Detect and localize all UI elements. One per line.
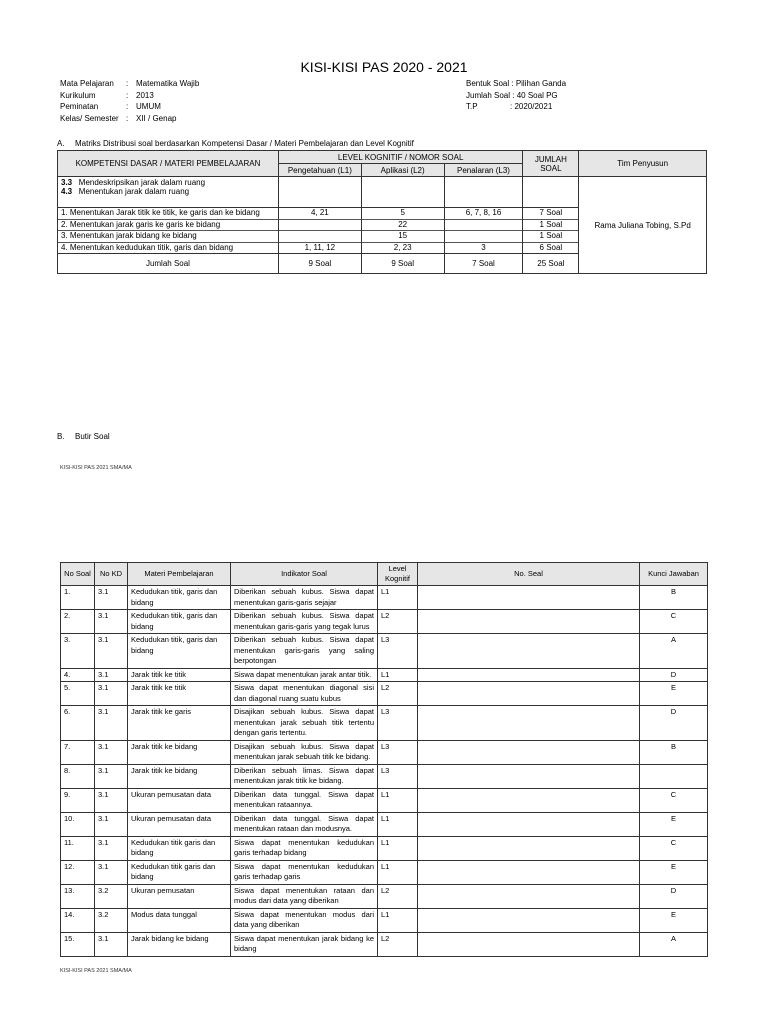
cell-level: L3 bbox=[378, 706, 418, 741]
cell-kunci: D bbox=[640, 668, 708, 682]
cell-no-soal: 2. bbox=[61, 610, 95, 634]
cell-no-kd: 3.1 bbox=[95, 740, 128, 764]
cell-level: L1 bbox=[378, 788, 418, 812]
cell-level: L1 bbox=[378, 668, 418, 682]
cell-kunci: C bbox=[640, 610, 708, 634]
cell-no-soal: 5. bbox=[61, 682, 95, 706]
cell-kunci bbox=[640, 764, 708, 788]
tim-penyusun: Rama Juliana Tobing, S.Pd bbox=[579, 177, 707, 274]
butir-soal-table bbox=[60, 562, 708, 957]
table-row bbox=[61, 764, 708, 788]
header-l2: Aplikasi (L2) bbox=[361, 164, 444, 177]
col-no-seal: No. Seal bbox=[418, 563, 640, 586]
cell-level: L3 bbox=[378, 740, 418, 764]
cell-no-seal bbox=[418, 932, 640, 956]
table-row bbox=[61, 836, 708, 860]
total-jumlah: 25 Soal bbox=[523, 254, 579, 274]
table-row bbox=[61, 884, 708, 908]
header-jumlah: JUMLAH SOAL bbox=[523, 151, 579, 177]
cell-kunci: E bbox=[640, 908, 708, 932]
l2-values: 5 22 15 2, 23 bbox=[361, 208, 444, 254]
cell-materi: Kedudukan titik, garis dan bidang bbox=[128, 610, 231, 634]
cell-no-seal bbox=[418, 610, 640, 634]
cell-level: L3 bbox=[378, 764, 418, 788]
header-kd: KOMPETENSI DASAR / MATERI PEMBELAJARAN bbox=[58, 151, 279, 177]
materi-item: 1. Menentukan Jarak titik ke titik, ke garis dan ke bidang bbox=[58, 208, 278, 220]
cell-kunci: B bbox=[640, 586, 708, 610]
total-label: Jumlah Soal bbox=[58, 254, 279, 274]
cell-materi: Jarak titik ke bidang bbox=[128, 740, 231, 764]
cell-no-soal: 8. bbox=[61, 764, 95, 788]
col-level: Level Kognitif bbox=[378, 563, 418, 586]
table-row bbox=[61, 586, 708, 610]
cell-no-soal: 4. bbox=[61, 668, 95, 682]
cell-materi: Jarak titik ke titik bbox=[128, 668, 231, 682]
cell-materi: Jarak bidang ke bidang bbox=[128, 932, 231, 956]
table-row bbox=[61, 740, 708, 764]
cell-indikator: Diberikan sebuah kubus. Siswa dapat menentukan garis-garis yang tegak lurus bbox=[231, 610, 378, 634]
cell-level: L1 bbox=[378, 860, 418, 884]
cell-no-soal: 10. bbox=[61, 812, 95, 836]
page-title: KISI-KISI PAS 2020 - 2021 bbox=[300, 59, 468, 75]
cell-no-seal bbox=[418, 908, 640, 932]
cell-no-kd: 3.2 bbox=[95, 884, 128, 908]
cell-kunci: D bbox=[640, 706, 708, 741]
header-l1: Pengetahuan (L1) bbox=[278, 164, 361, 177]
cell-no-seal bbox=[418, 668, 640, 682]
l3-values: 6, 7, 8, 16 3 bbox=[444, 208, 523, 254]
cell-level: L1 bbox=[378, 812, 418, 836]
cell-materi: Kedudukan titik, garis dan bidang bbox=[128, 634, 231, 669]
cell-kunci: C bbox=[640, 788, 708, 812]
table-row bbox=[61, 932, 708, 956]
materi-item: 3. Menentukan jarak bidang ke bidang bbox=[58, 231, 278, 243]
cell-indikator: Diberikan sebuah limas. Siswa dapat menentukan jarak titik ke bidang. bbox=[231, 764, 378, 788]
cell-kunci: B bbox=[640, 740, 708, 764]
cell-indikator: Siswa dapat menentukan kedudukan garis terhadap garis bbox=[231, 860, 378, 884]
footer-text: KISI-KISI PAS 2021 SMA/MA bbox=[60, 968, 132, 974]
col-materi: Materi Pembelajaran bbox=[128, 563, 231, 586]
col-no-soal: No Soal bbox=[61, 563, 95, 586]
cell-level: L1 bbox=[378, 586, 418, 610]
cell-indikator: Siswa dapat menentukan kedudukan garis terhadap bidang bbox=[231, 836, 378, 860]
meta-row: Mata Pelajaran : Matematika Wajib bbox=[60, 79, 200, 88]
cell-level: L2 bbox=[378, 682, 418, 706]
cell-indikator: Diberikan sebuah kubus. Siswa dapat menentukan garis-garis sejajar bbox=[231, 586, 378, 610]
col-kunci: Kunci Jawaban bbox=[640, 563, 708, 586]
meta-row: Peminatan : UMUM bbox=[60, 102, 161, 111]
cell-indikator: Diberikan sebuah kubus. Siswa dapat menentukan garis-garis yang saling berpotongan bbox=[231, 634, 378, 669]
materi-list bbox=[58, 208, 279, 254]
cell-no-soal: 15. bbox=[61, 932, 95, 956]
cell-indikator: Siswa dapat menentukan diagonal sisi dan diagonal ruang suatu kubus bbox=[231, 682, 378, 706]
cell-indikator: Siswa dapat menentukan modus dari data yang diberikan bbox=[231, 908, 378, 932]
header-tim: Tim Penyusun bbox=[579, 151, 707, 177]
cell-no-soal: 6. bbox=[61, 706, 95, 741]
cell-materi: Kedudukan titik, garis dan bidang bbox=[128, 586, 231, 610]
cell-materi: Jarak titik ke garis bbox=[128, 706, 231, 741]
meta-left bbox=[60, 78, 199, 124]
cell-level: L2 bbox=[378, 884, 418, 908]
cell-no-kd: 3.1 bbox=[95, 668, 128, 682]
cell-no-soal: 12. bbox=[61, 860, 95, 884]
meta-row: Kelas/ Semester : XII / Genap bbox=[60, 113, 177, 123]
cell-no-kd: 3.1 bbox=[95, 764, 128, 788]
table-row bbox=[61, 908, 708, 932]
section-a-heading: A. Matriks Distribusi soal berdasarkan Kompetensi Dasar / Materi Pembelajaran dan Level Kognitif bbox=[57, 139, 414, 148]
total-l2: 9 Soal bbox=[361, 254, 444, 274]
cell-no-soal: 9. bbox=[61, 788, 95, 812]
cell-no-seal bbox=[418, 706, 640, 741]
table-row bbox=[61, 610, 708, 634]
cell-materi: Modus data tunggal bbox=[128, 908, 231, 932]
cell-no-kd: 3.1 bbox=[95, 836, 128, 860]
cell-no-soal: 14. bbox=[61, 908, 95, 932]
materi-item: 4. Menentukan kedudukan titik, garis dan bidang bbox=[61, 242, 234, 252]
header-l3: Penalaran (L3) bbox=[444, 164, 523, 177]
cell-kunci: E bbox=[640, 682, 708, 706]
cell-no-kd: 3.1 bbox=[95, 586, 128, 610]
cell-indikator: Disajikan sebuah kubus. Siswa dapat menentukan jarak sebuah titik ke bidang. bbox=[231, 740, 378, 764]
table-row bbox=[61, 788, 708, 812]
cell-indikator: Disajikan sebuah kubus. Siswa dapat menentukan jarak sebuah titik tertentu dengan garis tertentu. bbox=[231, 706, 378, 741]
cell-materi: Jarak titik ke bidang bbox=[128, 764, 231, 788]
cell-indikator: Siswa dapat menentukan rataan dan modus dari data yang diberikan bbox=[231, 884, 378, 908]
table-row bbox=[61, 668, 708, 682]
footer-text: KISI-KISI PAS 2021 SMA/MA bbox=[60, 465, 132, 471]
cell-no-kd: 3.1 bbox=[95, 812, 128, 836]
cell-kunci: A bbox=[640, 932, 708, 956]
meta-row: Bentuk Soal : Pilihan Ganda bbox=[466, 79, 567, 88]
cell-no-kd: 3.1 bbox=[95, 634, 128, 669]
total-l1: 9 Soal bbox=[278, 254, 361, 274]
cell-no-soal: 3. bbox=[61, 634, 95, 669]
cell-no-seal bbox=[418, 812, 640, 836]
cell-no-kd: 3.1 bbox=[95, 610, 128, 634]
cell-no-kd: 3.1 bbox=[95, 788, 128, 812]
cell-no-soal: 7. bbox=[61, 740, 95, 764]
cell-no-seal bbox=[418, 634, 640, 669]
cell-no-soal: 13. bbox=[61, 884, 95, 908]
materi-item: 2. Menentukan jarak garis ke garis ke bidang bbox=[58, 220, 278, 232]
cell-kunci: C bbox=[640, 836, 708, 860]
table-row bbox=[61, 706, 708, 741]
header-level: LEVEL KOGNITIF / NOMOR SOAL bbox=[278, 151, 523, 164]
cell-level: L2 bbox=[378, 932, 418, 956]
cell-no-seal bbox=[418, 788, 640, 812]
cell-kunci: E bbox=[640, 860, 708, 884]
table-row bbox=[61, 682, 708, 706]
l1-values: 4, 21 1, 11, 12 bbox=[278, 208, 361, 254]
cell-no-kd: 3.1 bbox=[95, 932, 128, 956]
total-l3: 7 Soal bbox=[444, 254, 523, 274]
cell-kunci: D bbox=[640, 884, 708, 908]
cell-indikator: Diberikan data tunggal. Siswa dapat menentukan rataan dan modusnya. bbox=[231, 812, 378, 836]
cell-no-seal bbox=[418, 682, 640, 706]
cell-indikator: Diberikan data tunggal. Siswa dapat menentukan rataannya. bbox=[231, 788, 378, 812]
cell-no-kd: 3.1 bbox=[95, 706, 128, 741]
cell-indikator: Siswa dapat menentukan jarak antar titik. bbox=[231, 668, 378, 682]
cell-no-soal: 1. bbox=[61, 586, 95, 610]
table-row bbox=[61, 860, 708, 884]
cell-materi: Kedudukan titik garis dan bidang bbox=[128, 836, 231, 860]
cell-materi: Kedudukan titik garis dan bidang bbox=[128, 860, 231, 884]
cell-materi: Jarak titik ke titik bbox=[128, 682, 231, 706]
cell-no-kd: 3.1 bbox=[95, 860, 128, 884]
kd-description: 3.3 Mendeskripsikan jarak dalam ruang 4.3 Menentukan jarak dalam ruang bbox=[58, 177, 279, 208]
cell-no-seal bbox=[418, 586, 640, 610]
cell-level: L2 bbox=[378, 610, 418, 634]
section-b-heading: B. Butir Soal bbox=[57, 432, 110, 441]
meta-row: Kurikulum : 2013 bbox=[60, 90, 154, 100]
meta-row: T.P : 2020/2021 bbox=[466, 102, 553, 111]
cell-no-seal bbox=[418, 836, 640, 860]
table-row bbox=[61, 812, 708, 836]
cell-kunci: A bbox=[640, 634, 708, 669]
jumlah-values: 7 Soal 1 Soal 1 Soal 6 Soal bbox=[523, 208, 579, 254]
cell-level: L1 bbox=[378, 908, 418, 932]
cell-materi: Ukuran pemusatan data bbox=[128, 788, 231, 812]
col-indikator: Indikator Soal bbox=[231, 563, 378, 586]
cell-no-kd: 3.2 bbox=[95, 908, 128, 932]
cell-kunci: E bbox=[640, 812, 708, 836]
meta-right bbox=[466, 78, 566, 113]
cell-no-soal: 11. bbox=[61, 836, 95, 860]
cell-indikator: Siswa dapat menentukan jarak bidang ke bidang bbox=[231, 932, 378, 956]
cell-level: L1 bbox=[378, 836, 418, 860]
meta-row: Jumlah Soal : 40 Soal PG bbox=[466, 90, 558, 100]
cell-materi: Ukuran pemusatan data bbox=[128, 812, 231, 836]
cell-no-kd: 3.1 bbox=[95, 682, 128, 706]
cell-no-seal bbox=[418, 764, 640, 788]
col-no-kd: No KD bbox=[95, 563, 128, 586]
cell-materi: Ukuran pemusatan bbox=[128, 884, 231, 908]
cell-no-seal bbox=[418, 860, 640, 884]
cell-level: L3 bbox=[378, 634, 418, 669]
table-row bbox=[61, 634, 708, 669]
cell-no-seal bbox=[418, 740, 640, 764]
cell-no-seal bbox=[418, 884, 640, 908]
kd-matrix-table bbox=[57, 150, 707, 274]
